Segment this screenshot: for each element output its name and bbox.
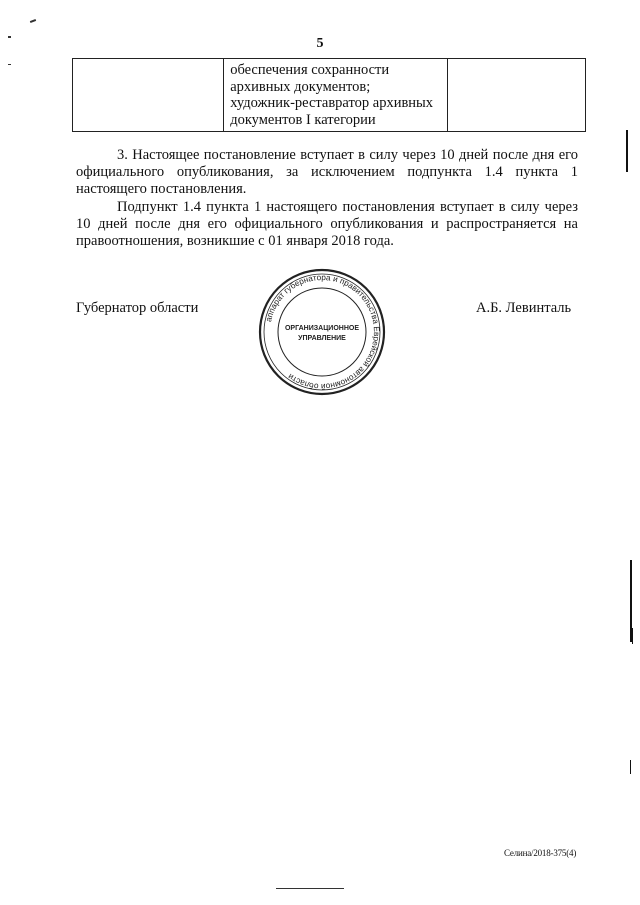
scan-speck: [30, 19, 36, 23]
cell-line: художник-реставратор архивных: [230, 95, 434, 111]
cell-line: обеспечения сохранности: [230, 62, 390, 78]
page-number: 5: [316, 36, 324, 51]
footer-divider: [276, 888, 344, 889]
signature-name: А.Б. Левинталь: [476, 300, 572, 316]
table-row: [73, 59, 586, 132]
table-continuation: [72, 58, 586, 132]
table-cell-3: [447, 59, 585, 132]
scan-edge-mark: [632, 628, 633, 644]
paragraph-subpoint: Подпункт 1.4 пункта 1 настоящего постановления вступает в силу через 10 дней после дня его официального опубликования и распространяется на правоотношения, возникшие с 01 января 2018 года.: [76, 199, 578, 249]
seal-center-line-2: УПРАВЛЕНИЕ: [298, 335, 346, 342]
scan-edge-mark: [630, 760, 631, 774]
scan-speck: [8, 36, 11, 38]
official-seal: [256, 266, 388, 398]
scan-speck: [8, 64, 11, 65]
document-code: Селина/2018-375(4): [504, 848, 577, 858]
table-cell-1: [73, 59, 224, 132]
seal-ring-text: аппарат губернатора и правительства Еврейской автономной области: [264, 272, 382, 392]
seal-center-line-1: ОРГАНИЗАЦИОННОЕ: [284, 325, 360, 332]
cell-line: архивных документов;: [230, 78, 371, 95]
signature-position: Губернатор области: [76, 300, 199, 316]
cell-line: документов I категории: [230, 111, 376, 128]
paragraph-effective-date: 3. Настоящее постановление вступает в силу через 10 дней после дня его официального опубликования, за исключением подпункта 1.4 пункта 1 настоящего постановления.: [76, 147, 578, 197]
table-cell-2: [224, 59, 447, 132]
scan-edge-mark: [626, 130, 628, 172]
